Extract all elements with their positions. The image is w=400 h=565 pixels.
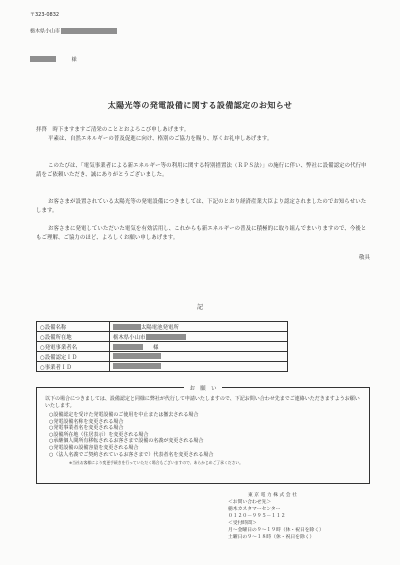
row-value <box>110 322 288 332</box>
list-item: ○設備所在地（住居表示）を変更される場合 <box>49 431 149 438</box>
list-item: ○発電設備名称を変更される場合 <box>49 418 124 425</box>
list-item: ○発電事業者名を変更される場合 <box>49 425 124 432</box>
value-redaction <box>113 344 143 350</box>
table-row <box>37 342 288 352</box>
phone-number: ０１２０－９９５－１１２ <box>228 514 286 519</box>
hours-weekday: 月～金曜日の９～１９時（休・祝日を除く） <box>228 528 324 533</box>
row-value <box>110 342 288 352</box>
address-text: 栃木県小山市 <box>30 28 61 35</box>
notice-list <box>49 412 363 458</box>
value-redaction <box>113 353 161 359</box>
table-row <box>37 352 288 362</box>
table-row <box>37 322 288 332</box>
row-value <box>110 332 288 342</box>
ki-heading: 記 <box>196 304 203 311</box>
company-name: 東京電力株式会社 <box>248 493 299 498</box>
hours-saturday: 土曜日の９～１８時（休・祝日を除く） <box>228 535 315 540</box>
operator-honorific: 様 <box>153 344 159 351</box>
value-redaction <box>113 363 161 369</box>
list-item: ○設備認定を受けた発電設備のご使用を中止または撤去される場合 <box>49 412 199 418</box>
certification-table <box>36 321 288 372</box>
notice-footnote: ※当社お客様により変更手続きを行っていただく場合もございますので、あらかじめご了承ください。 <box>69 460 243 466</box>
list-item: ○（法人名義でご契約されているお客さまで）代表者名を変更される場合 <box>49 451 214 458</box>
row-label: ○事業者ＩＤ <box>37 362 110 372</box>
row-value <box>110 352 288 362</box>
notice-box <box>36 387 370 484</box>
closing: 敬具 <box>359 255 370 261</box>
postal-code: 〒323-0832 <box>30 12 60 18</box>
value-redaction <box>113 324 141 330</box>
paragraph-4: お客さまに発電していただいた電気を有効活用し、これからも新エネルギーの普及に積極的に取り組んでまいりますので、今後ともご理解、ご協力のほど、よろしくお願い申しあげます。 <box>36 226 367 241</box>
recipient-address <box>30 28 117 36</box>
table-row <box>37 332 288 342</box>
row-value <box>110 362 288 372</box>
paragraph-2: このたびは、「電気事業者による新エネルギー等の利用に関する特別措置法（ＲＰＳ法）」の施行に伴い、弊社に設備認定の代行申請をご依頼いただき、誠にありがとうございました。 <box>36 163 367 178</box>
list-item: ○承継個人間所有移転されるお客さまで設備の名義が変更される場合 <box>49 438 204 445</box>
hours-label: ＜受付時間＞ <box>228 521 257 526</box>
name-redaction <box>30 56 56 62</box>
honorific: 様 <box>71 56 77 63</box>
address-redaction <box>61 28 117 34</box>
value-redaction <box>146 334 186 340</box>
facility-name: 太陽電池発電所 <box>141 324 179 331</box>
row-label: ○設備名称 <box>37 322 110 332</box>
row-label: ○発電事業者名 <box>37 342 110 352</box>
contact-footer <box>228 492 378 541</box>
row-label: ○設備所在地 <box>37 332 110 342</box>
notice-intro: 以下の場合につきましては、設備認定と同様に弊社が代行して申請いたしますので、下記お問い合わせ先までご連絡いただきますようお願いいたします。 <box>45 396 360 409</box>
notice-body <box>45 396 363 466</box>
facility-location: 栃木県小山市 <box>113 334 146 341</box>
notice-heading: お 願 い <box>37 384 369 392</box>
row-label: ○設備認定ＩＤ <box>37 352 110 362</box>
greeting: 拝啓 時下ますますご清栄のこととおよろこび申しあげます。 <box>36 127 190 133</box>
document-title: 太陽光等の発電設備に関する設備認定のお知らせ <box>107 101 293 110</box>
paragraph-1: 平素は、自然エネルギーの普及促進に向け、格別のご協力を賜り、厚くお礼申しあげます。 <box>48 136 273 142</box>
table-row <box>37 362 288 372</box>
contact-label: ＜お問い合わせ先＞ <box>228 500 272 505</box>
list-item: ○発電設備の設備容量を変更される場合 <box>49 444 139 451</box>
recipient-name <box>30 56 77 64</box>
paragraph-3: お客さまが設置されている太陽光等の発電設備につきましては、下記のとおり経済産業大臣より認定されましたのでお知らせいたします。 <box>36 199 367 214</box>
customer-center: 栃木カスタマーセンター <box>228 507 281 512</box>
